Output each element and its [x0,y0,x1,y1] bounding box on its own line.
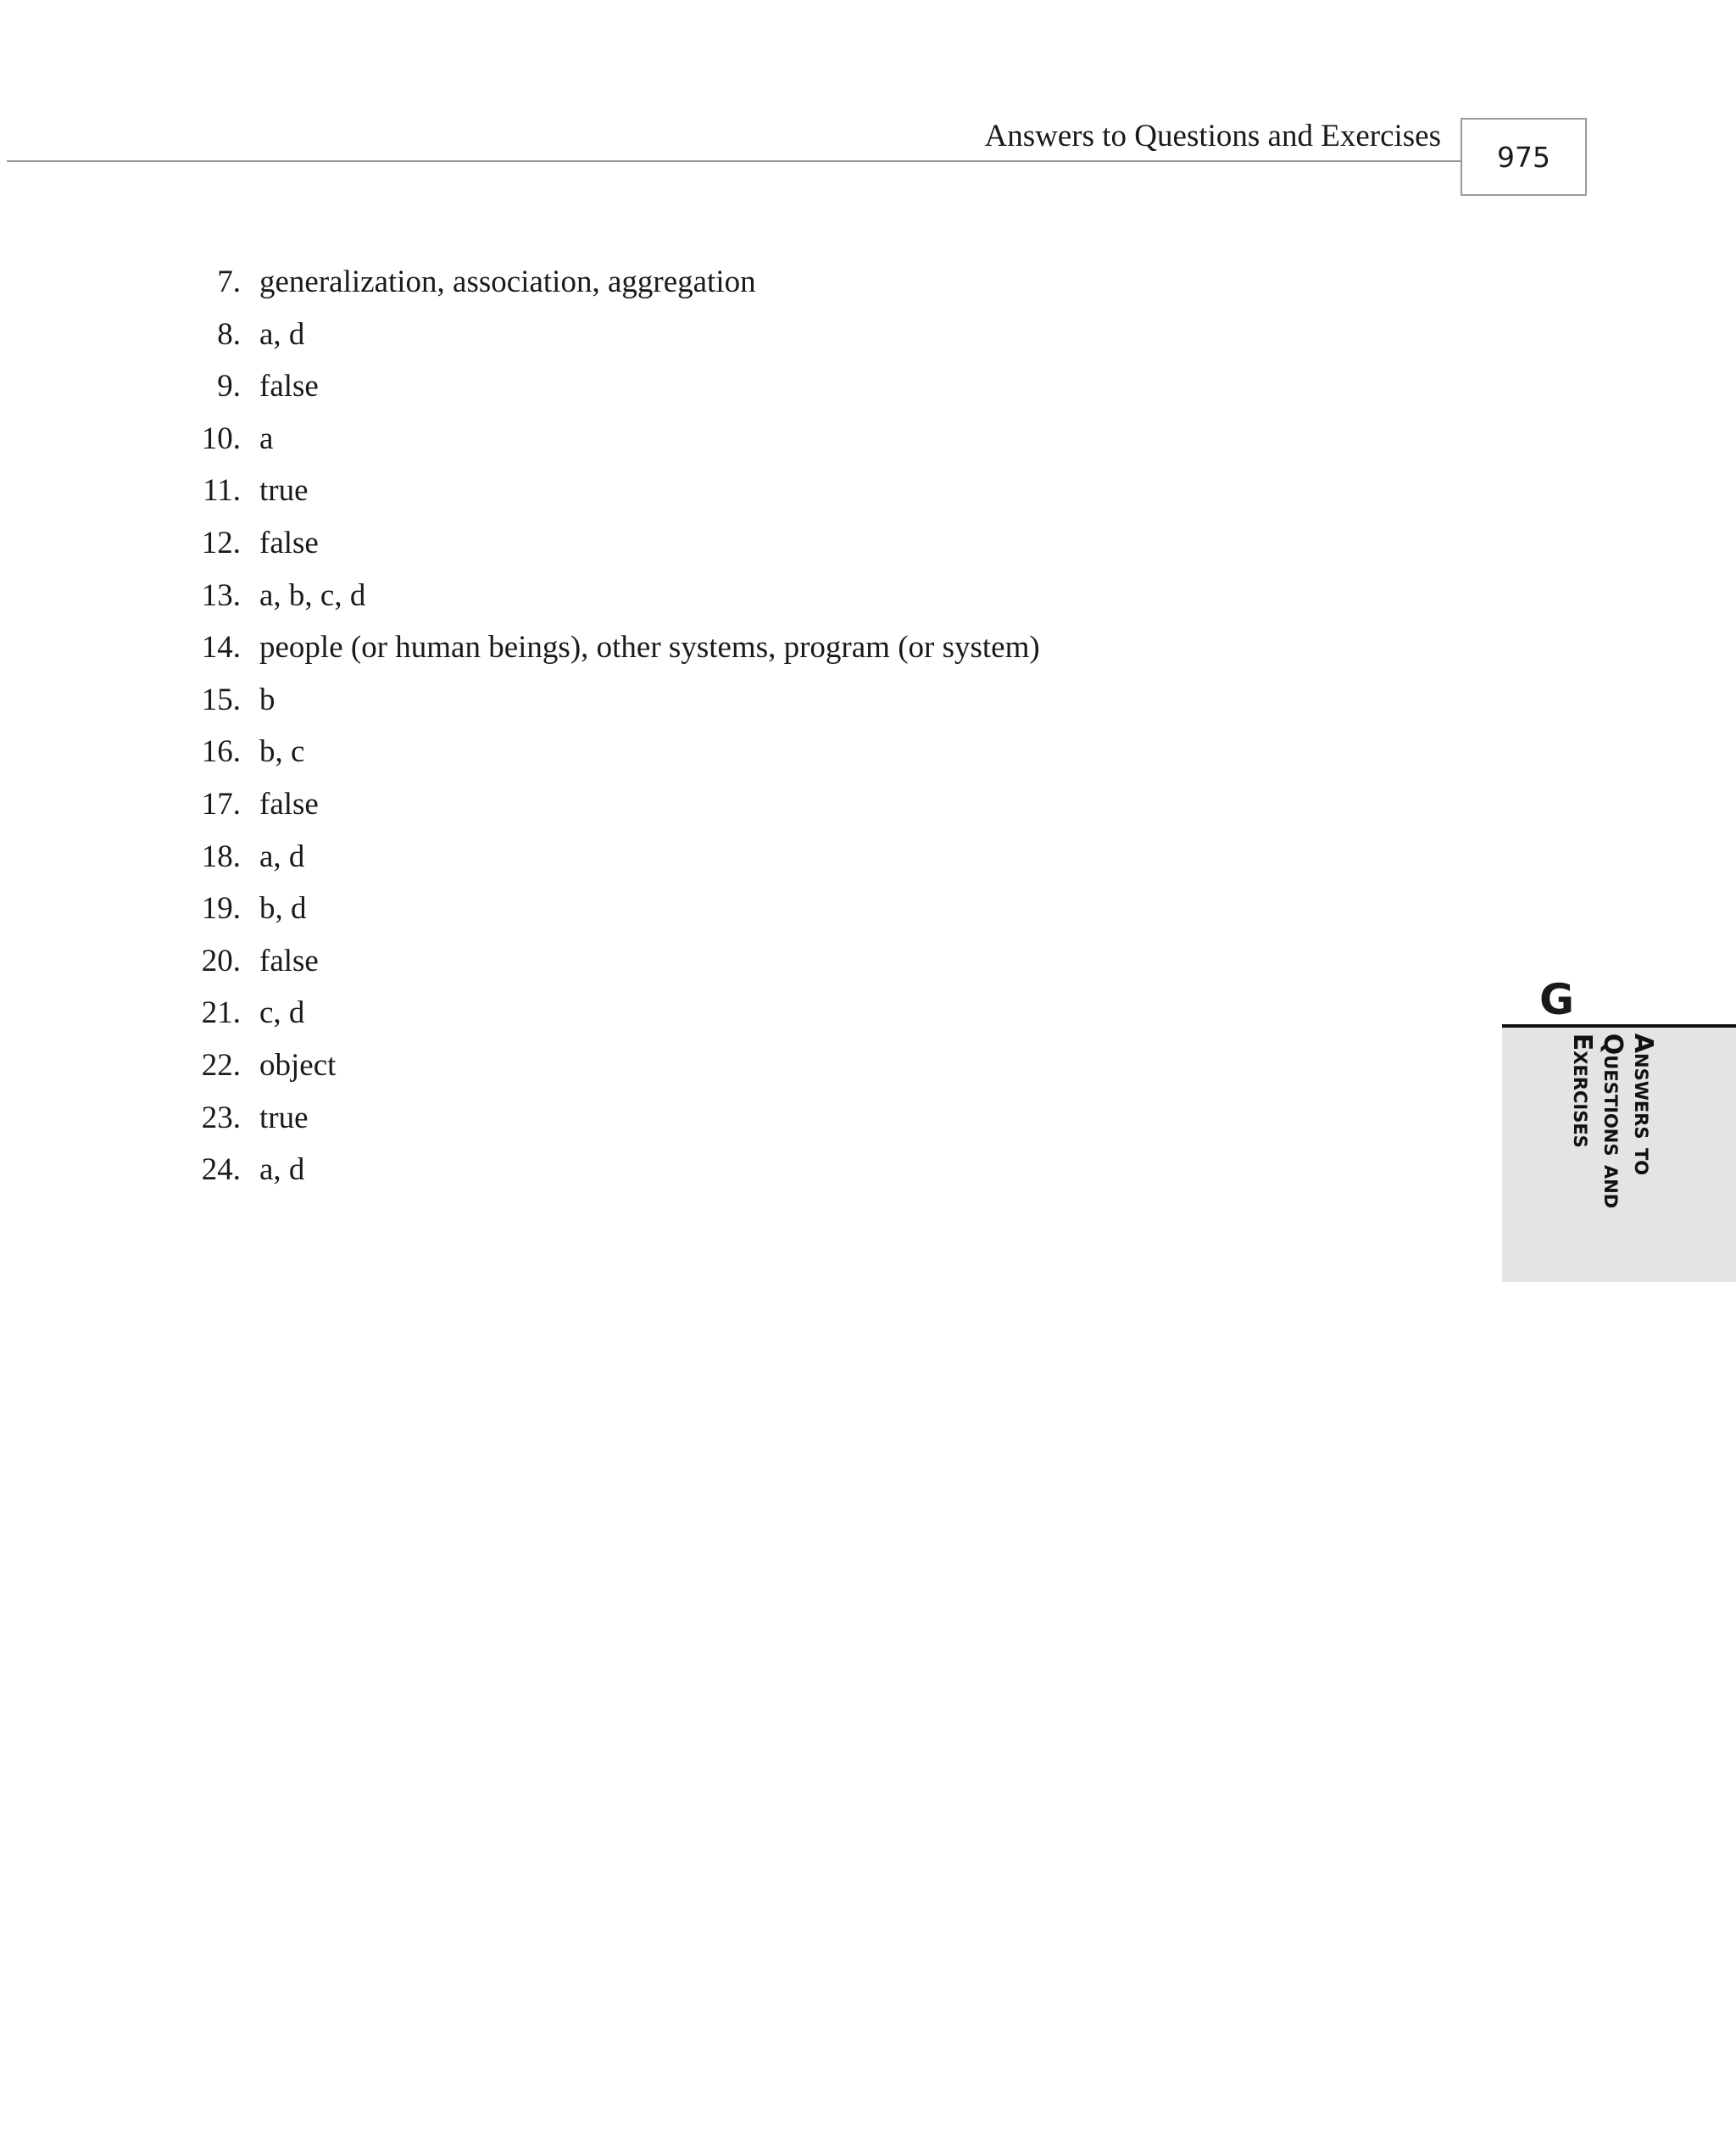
tab-title-line: Exercises [1567,1033,1597,1148]
item-answer: people (or human beings), other systems, program (or system) [259,630,1040,666]
item-number: 24. [201,1152,241,1188]
item-number: 17. [201,786,241,822]
item-answer: a [259,421,274,456]
item-number: 13. [201,577,241,613]
item-answer: generalization, association, aggregation [259,265,756,299]
item-number: 9. [217,369,241,404]
item-number: 12. [201,525,241,560]
item-answer: true [259,473,309,509]
item-answer: c, d [259,995,305,1031]
tab-title [1566,1034,1658,1208]
item-number: 19. [201,891,241,927]
item-answer: a, b, c, d [259,577,366,613]
item-answer: false [259,786,319,822]
item-answer: true [259,1100,309,1135]
item-answer: false [259,525,319,560]
item-number: 22. [201,1047,241,1083]
item-number: 21. [201,995,241,1031]
running-head: Answers to Questions and Exercises [984,119,1441,153]
item-number: 23. [201,1100,241,1135]
item-answer: false [259,369,319,404]
item-number: 18. [201,839,241,874]
item-answer: a, d [259,1152,305,1188]
item-answer: object [259,1047,337,1083]
item-answer: b, c [259,734,305,770]
tab-panel [1502,1028,1736,1282]
item-number: 10. [201,421,241,456]
item-number: 20. [201,943,241,978]
item-answer: a, d [259,839,305,874]
item-number: 15. [201,682,241,717]
tab-title-line: Questions and [1598,1033,1628,1209]
item-answer: b, d [259,891,307,927]
item-answer: false [259,943,319,978]
item-number: 14. [201,630,241,666]
item-number: 7. [217,265,241,299]
header-rule [7,160,1463,162]
chapter-thumb-tab [1502,975,1736,1282]
item-number: 8. [217,316,241,352]
page-number: 975 [1461,118,1587,196]
item-answer: a, d [259,316,305,352]
item-number: 16. [201,734,241,770]
item-answer: b [259,682,275,717]
tab-title-line: Answers to [1628,1033,1658,1176]
item-number: 11. [203,473,241,509]
appendix-letter: G [1539,975,1575,1024]
